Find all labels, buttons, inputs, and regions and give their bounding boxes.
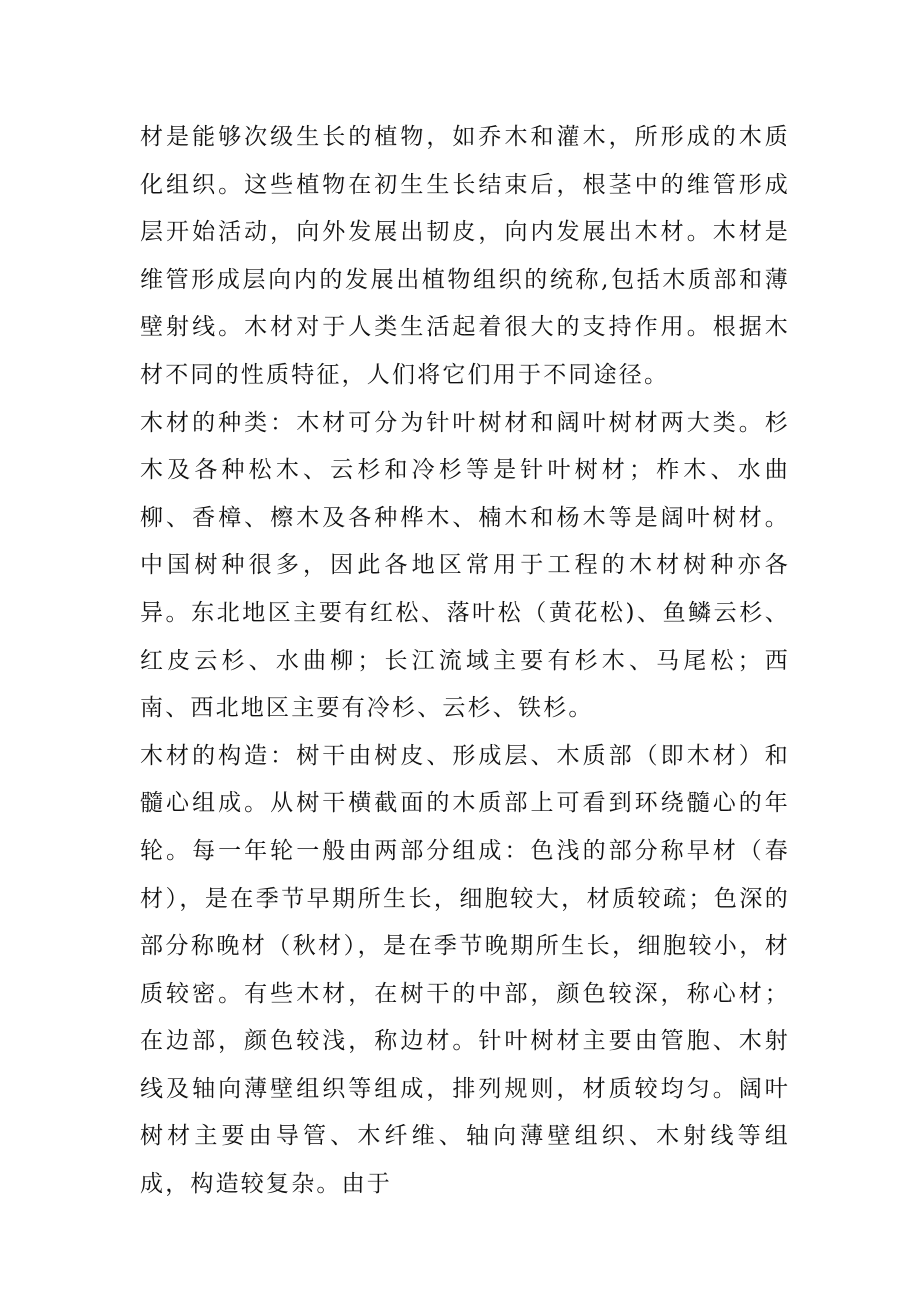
document-body bbox=[140, 114, 790, 1209]
paragraph-wood-types: 木材的种类：木材可分为针叶树材和阔叶树材两大类。杉木及各种松木、云杉和冷杉等是针叶树材；柞木、水曲柳、香樟、檫木及各种桦木、楠木和杨木等是阔叶树材。中国树种很多，因此各地区常用于工程的木材树种亦各异。东北地区主要有红松、落叶松（黄花松)、鱼鳞云杉、红皮云杉、水曲柳；长江流域主要有杉木、马尾松；西南、西北地区主要有冷杉、云杉、铁杉。 bbox=[140, 409, 790, 722]
paragraph-wood-definition: 材是能够次级生长的植物，如乔木和灌木，所形成的木质化组织。这些植物在初生生长结束后，根茎中的维管形成层开始活动，向外发展出韧皮，向内发展出木材。木材是维管形成层向内的发展出植物组织的统称,包括木质部和薄壁射线。木材对于人类生活起着很大的支持作用。根据木材不同的性质特征，人们将它们用于不同途径。 bbox=[140, 124, 790, 388]
paragraph-wood-structure: 木材的构造：树干由树皮、形成层、木质部（即木材）和髓心组成。从树干横截面的木质部上可看到环绕髓心的年轮。每一年轮一般由两部分组成：色浅的部分称早材（春材），是在季节早期所生长，细胞较大，材质较疏；色深的部分称晚材（秋材），是在季节晚期所生长，细胞较小，材质较密。有些木材，在树干的中部，颜色较深，称心材；在边部，颜色较浅，称边材。针叶树材主要由管胞、木射线及轴向薄壁组织等组成，排列规则，材质较均匀。阔叶树材主要由导管、木纤维、轴向薄壁组织、木射线等组成，构造较复杂。由于 bbox=[140, 742, 790, 1198]
